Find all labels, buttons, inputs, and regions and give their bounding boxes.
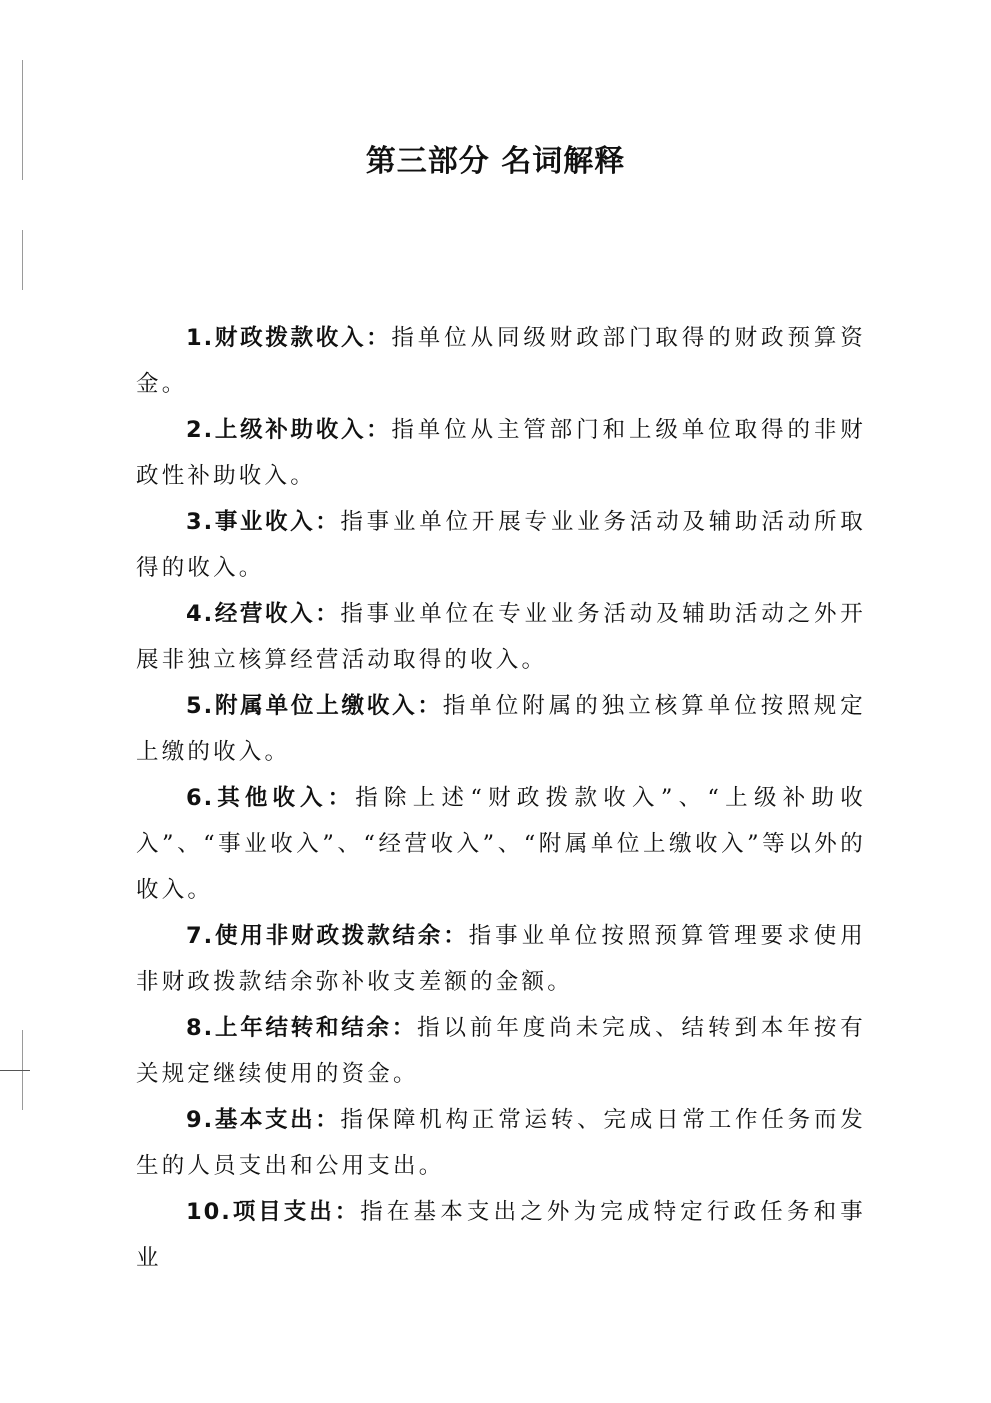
definition-term: 8.上年结转和结余： (186, 1015, 417, 1041)
definition-term: 1.财政拨款收入： (186, 325, 392, 351)
definition-term: 10.项目支出： (186, 1199, 361, 1225)
definition-text: 指事业单位按照预算管理要求使用非财政拨款结余弥补收支差额的金额。 (136, 923, 866, 995)
definition-item (136, 499, 866, 591)
scan-margin-line (22, 230, 23, 290)
definition-item (136, 683, 866, 775)
definition-term: 4.经营收入： (186, 601, 341, 627)
definition-item (136, 1097, 866, 1189)
definition-term: 2.上级补助收入： (186, 417, 392, 443)
definition-text: 指保障机构正常运转、完成日常工作任务而发生的人员支出和公用支出。 (136, 1107, 866, 1179)
definitions-list (136, 315, 866, 1281)
definition-text: 指单位从同级财政部门取得的财政预算资金。 (136, 325, 866, 397)
definition-item (136, 591, 866, 683)
definition-item (136, 775, 866, 913)
definition-item (136, 1189, 866, 1281)
definition-term: 9.基本支出： (186, 1107, 341, 1133)
definition-text: 指在基本支出之外为完成特定行政任务和事业 (136, 1199, 867, 1271)
definition-term: 3.事业收入： (186, 509, 341, 535)
page-title: 第三部分 名词解释 (365, 144, 626, 179)
definition-term: 5.附属单位上缴收入： (186, 693, 443, 719)
definition-term: 7.使用非财政拨款结余： (186, 923, 469, 949)
scan-margin-tick (0, 1070, 30, 1071)
definition-item (136, 407, 866, 499)
definition-text: 指事业单位开展专业业务活动及辅助活动所取得的收入。 (136, 509, 866, 581)
definition-item (136, 1005, 866, 1097)
definition-text: 指事业单位在专业业务活动及辅助活动之外开展非独立核算经营活动取得的收入。 (136, 601, 866, 673)
definition-text: 指单位附属的独立核算单位按照规定上缴的收入。 (136, 693, 866, 765)
definition-item (136, 913, 866, 1005)
definition-term: 6.其他收入： (186, 785, 356, 811)
definition-text: 指除上述“财政拨款收入”、“上级补助收入”、“事业收入”、“经营收入”、“附属单位上缴收入”等以外的收入。 (136, 785, 867, 903)
definition-text: 指单位从主管部门和上级单位取得的非财政性补助收入。 (136, 417, 866, 489)
definition-item (136, 315, 866, 407)
definition-text: 指以前年度尚未完成、结转到本年按有关规定继续使用的资金。 (136, 1015, 866, 1087)
